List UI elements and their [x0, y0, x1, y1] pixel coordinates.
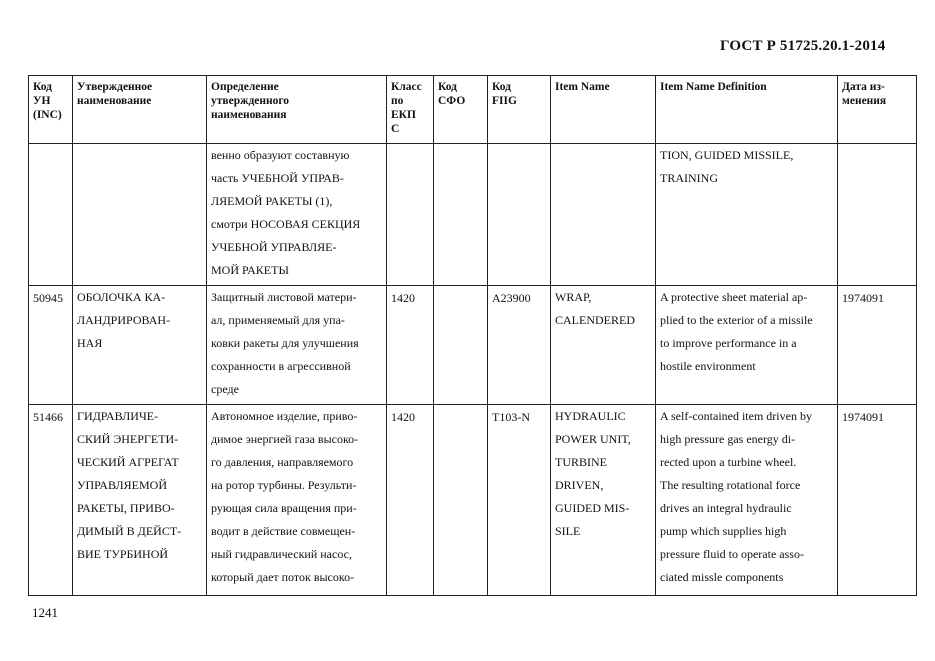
cell-line: водит в действие совмещен- — [211, 524, 356, 538]
cell-item-name — [551, 405, 656, 596]
cell-line: УПРАВЛЯЕМОЙ — [77, 478, 167, 492]
nomenclature-table — [28, 75, 917, 596]
col-header-fiig — [488, 76, 551, 144]
cell-line: смотри НОСОВАЯ СЕКЦИЯ — [211, 217, 361, 231]
cell-line: TURBINE — [555, 455, 607, 469]
cell-date: 1974091 — [838, 286, 917, 405]
cell-line: УЧЕБНОЙ УПРАВЛЯЕ- — [211, 240, 337, 254]
cell-line: сохранности в агрессивной — [211, 359, 351, 373]
cell-line: ЧЕСКИЙ АГРЕГАТ — [77, 455, 179, 469]
cell-line: РАКЕТЫ, ПРИВО- — [77, 501, 175, 515]
cell-item-definition — [656, 286, 838, 405]
cell-line: GUIDED MIS- — [555, 501, 630, 515]
cell-line: high pressure gas energy di- — [660, 432, 796, 446]
cell-line: hostile environment — [660, 359, 756, 373]
col-header-name — [73, 76, 207, 144]
cell-line: ДИМЫЙ В ДЕЙСТ- — [77, 524, 182, 538]
cell-definition — [207, 144, 387, 286]
cell-class — [387, 144, 434, 286]
cell-sfo — [434, 405, 488, 596]
cell-fiig: T103-N — [488, 405, 551, 596]
col-header-sfo — [434, 76, 488, 144]
col-header-item-name — [551, 76, 656, 144]
header-line: Item Name Definition — [660, 81, 767, 93]
table-row — [29, 405, 917, 596]
header-line: Класс — [391, 81, 422, 93]
col-header-code — [29, 76, 73, 144]
cell-code: 50945 — [29, 286, 73, 405]
cell-date: 1974091 — [838, 405, 917, 596]
cell-line: среде — [211, 382, 239, 396]
cell-sfo — [434, 144, 488, 286]
header-line: Код — [33, 81, 53, 93]
cell-line: The resulting rotational force — [660, 478, 801, 492]
header-line: Утвержденное — [77, 81, 153, 93]
cell-line: ГИДРАВЛИЧЕ- — [77, 409, 159, 423]
standard-number: ГОСТ Р 51725.20.1-2014 — [720, 38, 886, 54]
header-line: УН — [33, 95, 51, 107]
cell-code: 51466 — [29, 405, 73, 596]
cell-line: СКИЙ ЭНЕРГЕТИ- — [77, 432, 179, 446]
header-line: Item Name — [555, 81, 610, 93]
table-row — [29, 286, 917, 405]
header-line: Определение — [211, 81, 279, 93]
cell-line: ковки ракеты для улучшения — [211, 336, 359, 350]
col-header-class — [387, 76, 434, 144]
cell-fiig — [488, 144, 551, 286]
cell-line: TRAINING — [660, 171, 718, 185]
cell-code — [29, 144, 73, 286]
cell-line: HYDRAULIC — [555, 409, 626, 423]
cell-item-definition — [656, 405, 838, 596]
header-line: Код — [492, 81, 512, 93]
cell-line: A protective sheet material ap- — [660, 290, 808, 304]
cell-line: ciated missle components — [660, 570, 784, 584]
col-header-date — [838, 76, 917, 144]
cell-line: CALENDERED — [555, 313, 635, 327]
cell-line: рующая сила вращения при- — [211, 501, 357, 515]
cell-item-name — [551, 144, 656, 286]
cell-class: 1420 — [387, 405, 434, 596]
cell-line: pressure fluid to operate asso- — [660, 547, 804, 561]
cell-line: to improve performance in a — [660, 336, 797, 350]
header-line: Дата из- — [842, 81, 885, 93]
table-row — [29, 144, 917, 286]
cell-line: димое энергией газа высоко- — [211, 432, 359, 446]
cell-line: drives an integral hydraulic — [660, 501, 792, 515]
cell-line: Защитный листовой матери- — [211, 290, 357, 304]
cell-line: SILE — [555, 524, 581, 538]
cell-line: ЛЯЕМОЙ РАКЕТЫ (1), — [211, 194, 333, 208]
cell-line: WRAP, — [555, 290, 592, 304]
cell-fiig: A23900 — [488, 286, 551, 405]
table-header-row — [29, 76, 917, 144]
cell-line: plied to the exterior of a missile — [660, 313, 813, 327]
cell-class: 1420 — [387, 286, 434, 405]
cell-date — [838, 144, 917, 286]
page-number: 1241 — [32, 605, 58, 620]
cell-definition — [207, 405, 387, 596]
cell-line: го давления, направляемого — [211, 455, 354, 469]
header-line: по — [391, 95, 404, 107]
cell-line: который дает поток высоко- — [211, 570, 355, 584]
cell-line: Автономное изделие, приво- — [211, 409, 358, 423]
cell-line: НАЯ — [77, 336, 103, 350]
col-header-item-def — [656, 76, 838, 144]
header-line: (INC) — [33, 109, 62, 121]
header-line: FIIG — [492, 95, 517, 107]
cell-sfo — [434, 286, 488, 405]
cell-line: ный гидравлический насос, — [211, 547, 352, 561]
cell-item-definition — [656, 144, 838, 286]
header-line: утвержденного — [211, 95, 290, 107]
cell-line: DRIVEN, — [555, 478, 604, 492]
cell-line: A self-contained item driven by — [660, 409, 812, 423]
cell-line: POWER UNIT, — [555, 432, 631, 446]
cell-line: ВИЕ ТУРБИНОЙ — [77, 547, 169, 561]
header-line: ЕКП — [391, 109, 416, 121]
cell-line: rected upon a turbine wheel. — [660, 455, 797, 469]
header-line: менения — [842, 95, 887, 107]
header-line: наименование — [77, 95, 152, 107]
cell-line: ЛАНДРИРОВАН- — [77, 313, 171, 327]
cell-line: часть УЧЕБНОЙ УПРАВ- — [211, 171, 344, 185]
cell-line: венно образуют составную — [211, 148, 350, 162]
col-header-definition — [207, 76, 387, 144]
header-line: наименования — [211, 109, 287, 121]
cell-item-name — [551, 286, 656, 405]
header-line: С — [391, 123, 400, 135]
cell-line: на ротор турбины. Результи- — [211, 478, 357, 492]
cell-name — [73, 144, 207, 286]
cell-line: ОБОЛОЧКА КА- — [77, 290, 166, 304]
cell-line: МОЙ РАКЕТЫ — [211, 263, 289, 277]
header-line: Код — [438, 81, 458, 93]
cell-name — [73, 405, 207, 596]
cell-line: TION, GUIDED MISSILE, — [660, 148, 794, 162]
cell-line: ал, применяемый для упа- — [211, 313, 345, 327]
cell-definition — [207, 286, 387, 405]
cell-line: pump which supplies high — [660, 524, 787, 538]
cell-name — [73, 286, 207, 405]
header-line: СФО — [438, 95, 466, 107]
